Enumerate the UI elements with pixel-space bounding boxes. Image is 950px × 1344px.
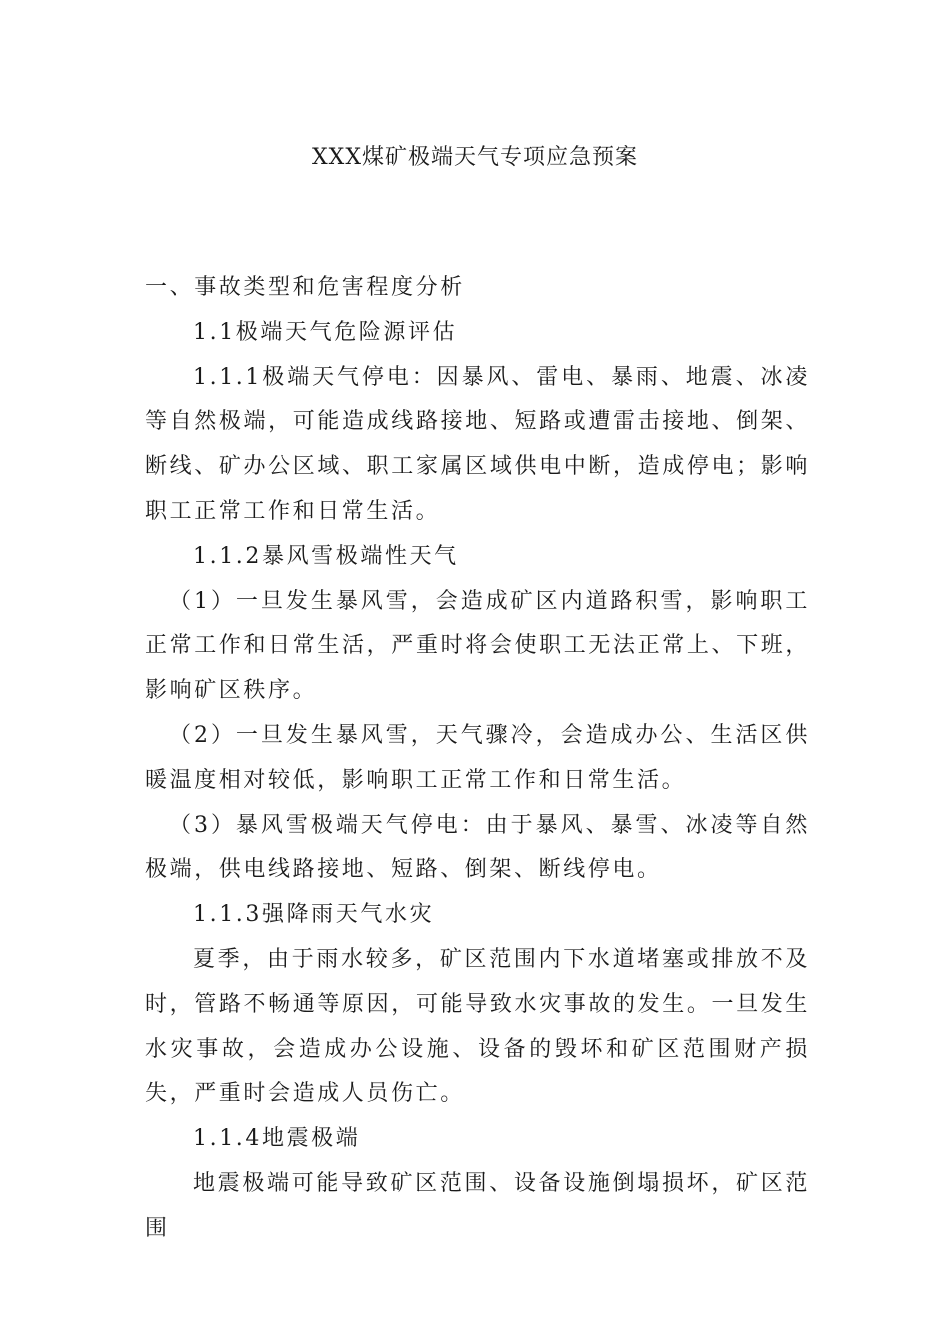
paragraph-power-outage: 1.1.1极端天气停电：因暴风、雷电、暴雨、地震、冰凌等自然极端，可能造成线路接地、短路或遭雷击接地、倒架、断线、矿办公区域、职工家属区域供电中断，造成停电；影响职工正常工作和日常生活。 (145, 364, 810, 524)
paragraph-earthquake: 地震极端可能导致矿区范围、设备设施倒塌损坏，矿区范围 (145, 1170, 810, 1241)
subsection-heading-flood: 1.1.3强降雨天气水灾 (193, 902, 435, 928)
document-title: XXX煤矿极端天气专项应急预案 (312, 145, 638, 170)
subsection-heading: 1.1极端天气危险源评估 (193, 319, 458, 345)
document-body (145, 266, 810, 1252)
subsection-heading-earthquake: 1.1.4地震极端 (193, 1126, 361, 1152)
list-item-blizzard-2: （2）一旦发生暴风雪，天气骤冷，会造成办公、生活区供暖温度相对较低，影响职工正常工作和日常生活。 (145, 722, 810, 793)
section-heading: 一、事故类型和危害程度分析 (145, 275, 465, 300)
list-item-blizzard-3: （3）暴风雪极端天气停电：由于暴风、暴雪、冰凌等自然极端，供电线路接地、短路、倒架、断线停电。 (145, 812, 810, 883)
subsection-heading-blizzard: 1.1.2暴风雪极端性天气 (193, 543, 459, 569)
paragraph-flood: 夏季，由于雨水较多，矿区范围内下水道堵塞或排放不及时，管路不畅通等原因，可能导致水灾事故的发生。一旦发生水灾事故，会造成办公设施、设备的毁坏和矿区范围财产损失，严重时会造成人员伤亡。 (145, 946, 810, 1107)
list-item-blizzard-1: （1）一旦发生暴风雪，会造成矿区内道路积雪，影响职工正常工作和日常生活，严重时将会使职工无法正常上、下班，影响矿区秩序。 (145, 588, 810, 704)
